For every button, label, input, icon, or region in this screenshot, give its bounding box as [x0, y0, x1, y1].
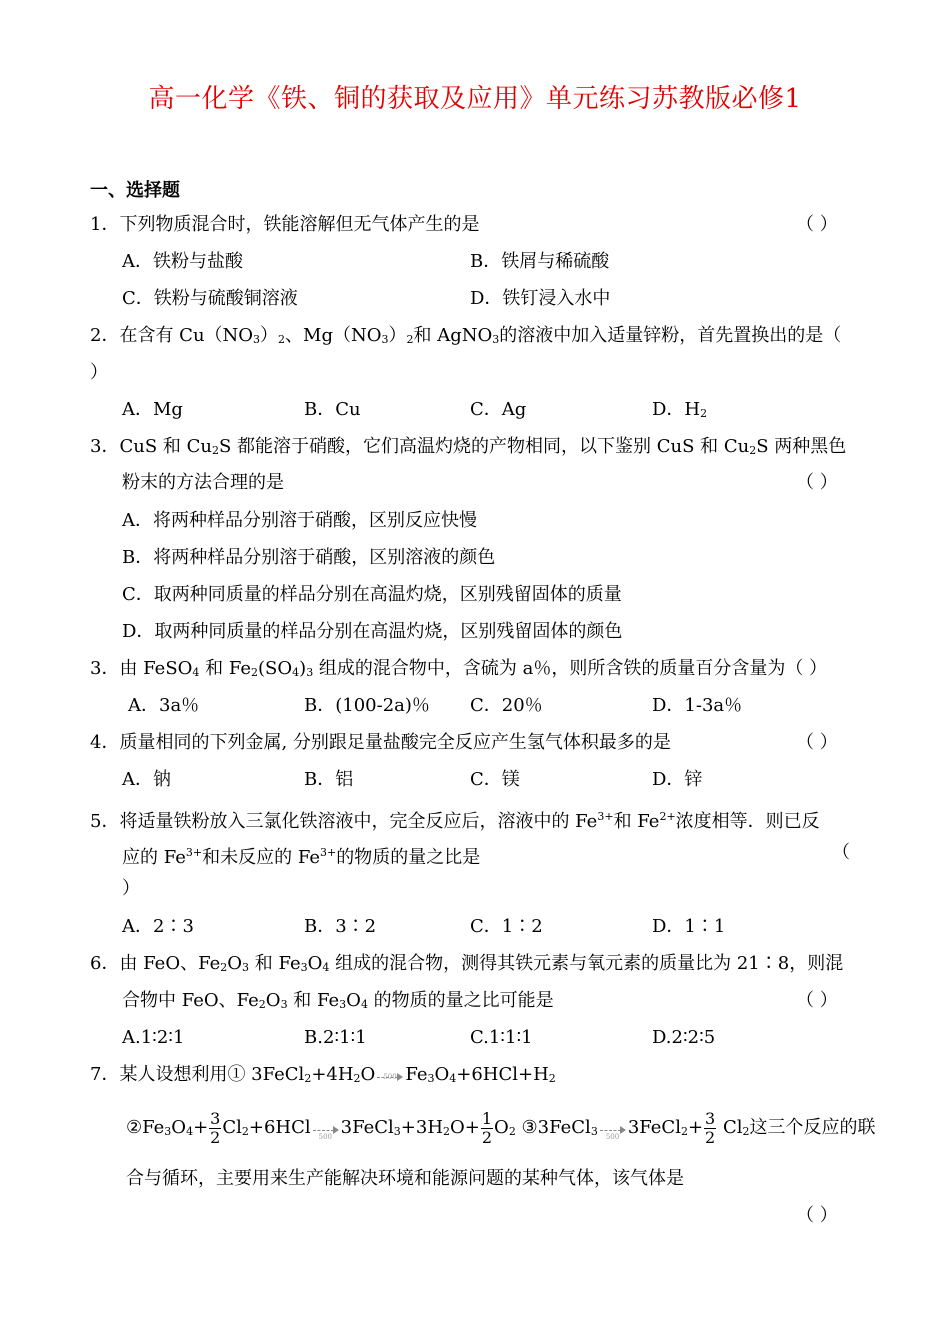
q5-option-c: C．1∶2: [470, 916, 543, 937]
q1-stem: 1．下列物质混合时，铁能溶解但无气体产生的是: [90, 214, 480, 235]
q6-stem-line1: 6．由 FeO、$Fe_2O_3$ 和 $Fe_3O_4$ 组成的混合物，测得其铁元素与氧元素的质量比为 21∶8，则混: [90, 953, 844, 974]
q5-stem-line2: 应的 $Fe^{3+}$和未反应的 $Fe^{3+}$的物质的量之比是: [122, 846, 481, 868]
q3b-stem: 3．由 FeSO$_4$ 和 $Fe_2(SO_4)_3$ 组成的混合物中，含硫为 a％，则所含铁的质量百分含量为（ ）: [90, 658, 828, 679]
q6-option-a: A.1∶2∶1: [122, 1027, 185, 1048]
q1-answer-paren: （ ）: [796, 214, 838, 235]
q4-answer-paren: （ ）: [796, 732, 838, 753]
fraction-three-halves: $\frac{3}{2}$: [705, 1108, 716, 1147]
q3-stem-line2: 粉末的方法合理的是: [122, 472, 284, 493]
q3b-option-c: C．20％: [470, 695, 543, 716]
q5-option-d: D．1∶1: [652, 916, 726, 937]
q2-option-c: C．Ag: [470, 399, 527, 420]
q4-option-a: A．钠: [122, 769, 171, 790]
q3b-option-a: A．3a％: [128, 695, 200, 716]
q1-option-a: A．铁粉与盐酸: [122, 251, 243, 272]
q5-answer-paren-close: ）: [122, 878, 140, 899]
q4-option-d: D．锌: [652, 769, 703, 790]
q1-option-b: B．铁屑与稀硫酸: [470, 251, 610, 272]
fraction-three-halves: $\frac{3}{2}$: [210, 1108, 221, 1147]
q3-stem-line1: 3．CuS 和 $Cu_2S$ 都能溶于硝酸，它们高温灼烧的产物相同，以下鉴别 CuS 和 $Cu_2S$ 两种黑色: [90, 436, 847, 457]
q3-option-b: B．将两种样品分别溶于硝酸，区别溶液的颜色: [122, 547, 496, 568]
q6-option-b: B.2∶1∶1: [304, 1027, 367, 1048]
q6-option-d: D.2∶2∶5: [652, 1027, 716, 1048]
q2-stem: 2．在含有 $Cu(NO_3)_2$、$Mg(NO_3)_2$和 AgNO$_3$的溶液中加入适量锌粉，首先置换出的是（: [90, 325, 842, 346]
q7-stem-line3: 合与循环，主要用来生产能解决环境和能源问题的某种气体，该气体是: [126, 1168, 684, 1189]
q5-answer-paren-open: （: [832, 842, 850, 863]
q3b-option-b: B．(100-2a)％: [304, 695, 430, 716]
fraction-one-half: $\frac{1}{2}$: [481, 1108, 493, 1147]
q6-answer-paren: （ ）: [796, 990, 838, 1011]
q5-option-a: A．2∶3: [122, 916, 194, 937]
q4-option-b: B．铝: [304, 769, 354, 790]
q7-answer-paren: （ ）: [796, 1205, 838, 1226]
q2-option-b: B．Cu: [304, 399, 361, 420]
q1-option-d: D．铁钉浸入水中: [470, 288, 611, 309]
section-heading: 一、选择题: [90, 180, 180, 201]
q5-option-b: B．3∶2: [304, 916, 377, 937]
q7-reactions-2-3: $②Fe_3O_4+$ $\frac{3}{2}$ $Cl_2+6HCl$ 500 $3FeCl_3+3H_2O+$ $\frac{1}{2}$ $O_2$ ③3FeCl$_3$ 500 3FeCl$_2$+ $\frac{3}{2}$ $Cl_2$这三个反应的联: [126, 1108, 876, 1147]
reaction-arrow-icon: 500: [600, 1121, 626, 1135]
q5-stem-line1: 5．将适量铁粉放入三氯化铁溶液中，完全反应后，溶液中的 $Fe^{3+}$和 $Fe^{2+}$浓度相等．则已反: [90, 810, 820, 832]
q1-option-c: C．铁粉与硫酸铜溶液: [122, 288, 298, 309]
q3-option-c: C．取两种同质量的样品分别在高温灼烧，区别残留固体的质量: [122, 584, 622, 605]
q2-answer-paren-close: ）: [90, 362, 108, 383]
page-title: 高一化学《铁、铜的获取及应用》单元练习苏教版必修1: [148, 84, 802, 114]
q6-stem-line2: 合物中 FeO、$Fe_2O_3$ 和 $Fe_3O_4$ 的物质的量之比可能是: [122, 990, 554, 1011]
reaction-arrow-icon: 500: [313, 1121, 339, 1135]
reaction-arrow-icon: 500: [377, 1068, 403, 1082]
q2-option-d: D．$H_2$: [652, 399, 708, 420]
q3-option-d: D．取两种同质量的样品分别在高温灼烧，区别残留固体的颜色: [122, 621, 623, 642]
q2-option-a: A．Mg: [122, 399, 183, 420]
q4-option-c: C．镁: [470, 769, 520, 790]
q3b-option-d: D．1-3a％: [652, 695, 743, 716]
q3-option-a: A．将两种样品分别溶于硝酸，区别反应快慢: [122, 510, 477, 531]
q7-stem-line1: 7．某人设想利用① $3FeCl_2+4H_2O$ 500 $Fe_3O_4+6HCl+H_2$: [90, 1064, 556, 1085]
q3-answer-paren: （ ）: [796, 472, 838, 493]
q4-stem: 4．质量相同的下列金属, 分别跟足量盐酸完全反应产生氢气体积最多的是: [90, 732, 671, 753]
q6-option-c: C.1∶1∶1: [470, 1027, 533, 1048]
